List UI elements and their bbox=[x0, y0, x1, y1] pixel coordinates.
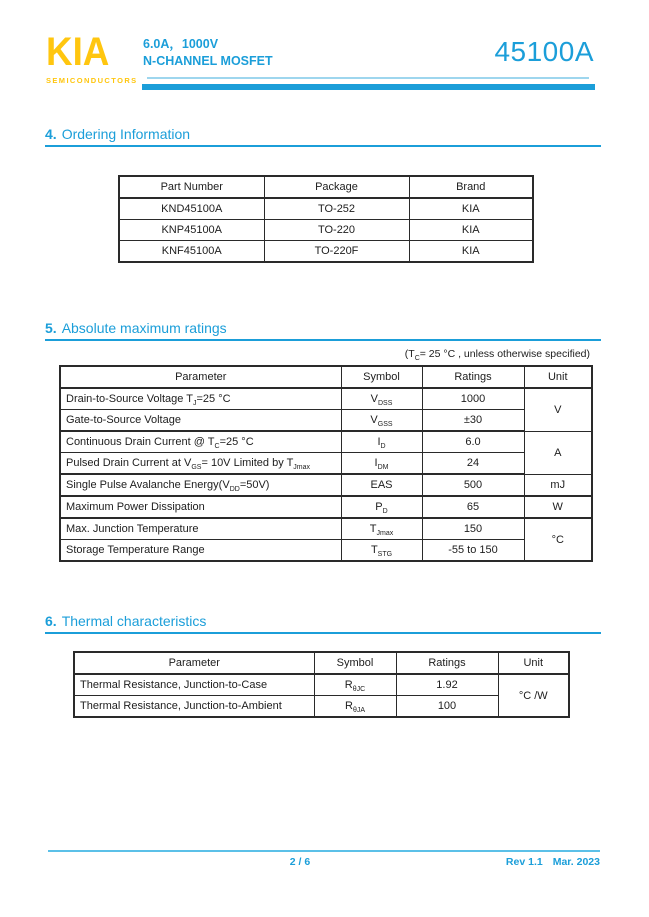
parameter-cell: Continuous Drain Current @ $T_C=25$ °C bbox=[60, 431, 341, 453]
value-cell: -55 to 150 bbox=[422, 540, 524, 562]
footer-rule bbox=[48, 850, 600, 852]
table-header-row bbox=[119, 176, 533, 198]
revision-date: Mar. 2023 bbox=[552, 856, 600, 868]
table-row bbox=[74, 674, 569, 696]
header-rule-thick bbox=[142, 84, 595, 90]
table-row bbox=[60, 540, 592, 562]
thermal-characteristics-table bbox=[73, 651, 570, 718]
value-cell: KIA bbox=[409, 241, 533, 263]
value-cell: EAS bbox=[341, 474, 422, 496]
value-cell: $V_{GSS}$ bbox=[341, 410, 422, 432]
value-cell: $T_{Jmax}$ bbox=[341, 518, 422, 540]
kia-logo: KIA bbox=[46, 30, 110, 74]
table-row bbox=[60, 453, 592, 475]
unit-cell: °C bbox=[524, 518, 592, 561]
column-header: Ratings bbox=[396, 652, 498, 674]
section-title: Absolute maximum ratings bbox=[61, 320, 227, 336]
column-header: Unit bbox=[524, 366, 592, 388]
unit-cell: W bbox=[524, 496, 592, 518]
table-header-row bbox=[74, 652, 569, 674]
table-row bbox=[60, 410, 592, 432]
table-row bbox=[74, 696, 569, 718]
parameter-cell: KNF45100A bbox=[119, 241, 264, 263]
value-cell: 24 bbox=[422, 453, 524, 475]
value-cell: $I_D$ bbox=[341, 431, 422, 453]
part-number-title: 45100A bbox=[494, 36, 594, 67]
table-row bbox=[60, 431, 592, 453]
value-cell: $I_{DM}$ bbox=[341, 453, 422, 475]
table-header-row bbox=[60, 366, 592, 388]
value-cell: $P_D$ bbox=[341, 496, 422, 518]
ordering-table bbox=[118, 175, 534, 263]
value-cell: 100 bbox=[396, 696, 498, 718]
unit-cell: mJ bbox=[524, 474, 592, 496]
value-cell: $T_{STG}$ bbox=[341, 540, 422, 562]
column-header: Ratings bbox=[422, 366, 524, 388]
page-number: 2 / 6 bbox=[289, 856, 311, 868]
revision-label: Rev 1.1 bbox=[505, 856, 543, 868]
value-cell: 150 bbox=[422, 518, 524, 540]
table-row bbox=[119, 198, 533, 220]
parameter-cell: Pulsed Drain Current at $V_{GS}= 10V$ Limited by $T_{Jmax}$ bbox=[60, 453, 341, 475]
column-header: Brand bbox=[409, 176, 533, 198]
section-title: Ordering Information bbox=[61, 126, 191, 142]
brand-logo bbox=[46, 30, 146, 85]
value-cell: $R_{\theta JA}$ bbox=[314, 696, 396, 718]
table-row bbox=[60, 496, 592, 518]
value-cell: KIA bbox=[409, 198, 533, 220]
test-condition-note: ($T_C= 25$ °C , unless otherwise specified) bbox=[404, 348, 590, 363]
parameter-cell: Thermal Resistance, Junction-to-Case bbox=[74, 674, 314, 696]
value-cell: TO-220F bbox=[264, 241, 409, 263]
unit-cell: A bbox=[524, 431, 592, 474]
revision-info bbox=[506, 856, 600, 868]
value-cell: 1.92 bbox=[396, 674, 498, 696]
header-rule-thin bbox=[147, 77, 589, 79]
value-cell: 500 bbox=[422, 474, 524, 496]
parameter-cell: KNP45100A bbox=[119, 220, 264, 241]
section-heading-thermal bbox=[45, 613, 601, 634]
device-rating-line: 6.0A，1000V bbox=[143, 37, 219, 51]
parameter-cell: Drain-to-Source Voltage $T_J=25$ °C bbox=[60, 388, 341, 410]
value-cell: ±30 bbox=[422, 410, 524, 432]
absolute-maximum-ratings-table bbox=[59, 365, 593, 562]
value-cell: 1000 bbox=[422, 388, 524, 410]
parameter-cell: Max. Junction Temperature bbox=[60, 518, 341, 540]
parameter-cell: KND45100A bbox=[119, 198, 264, 220]
unit-cell: V bbox=[524, 388, 592, 431]
table-row bbox=[119, 241, 533, 263]
parameter-cell: Gate-to-Source Voltage bbox=[60, 410, 341, 432]
device-description bbox=[143, 36, 273, 70]
section-heading-ordering bbox=[45, 126, 601, 147]
value-cell: 65 bbox=[422, 496, 524, 518]
section-number: 4. bbox=[45, 126, 57, 142]
column-header: Parameter bbox=[60, 366, 341, 388]
section-number: 5. bbox=[45, 320, 57, 336]
value-cell: TO-252 bbox=[264, 198, 409, 220]
value-cell: $R_{\theta JC}$ bbox=[314, 674, 396, 696]
section-heading-abs-max bbox=[45, 320, 601, 341]
column-header: Part Number bbox=[119, 176, 264, 198]
device-type-line: N-CHANNEL MOSFET bbox=[143, 54, 273, 68]
section-title: Thermal characteristics bbox=[61, 613, 207, 629]
table-row bbox=[119, 220, 533, 241]
parameter-cell: Storage Temperature Range bbox=[60, 540, 341, 562]
parameter-cell: Thermal Resistance, Junction-to-Ambient bbox=[74, 696, 314, 718]
column-header: Symbol bbox=[314, 652, 396, 674]
column-header: Parameter bbox=[74, 652, 314, 674]
column-header: Package bbox=[264, 176, 409, 198]
value-cell: TO-220 bbox=[264, 220, 409, 241]
unit-cell: °C /W bbox=[498, 674, 569, 717]
value-cell: $V_{DSS}$ bbox=[341, 388, 422, 410]
table-row bbox=[60, 474, 592, 496]
logo-subtext: SEMICONDUCTORS bbox=[46, 76, 138, 85]
parameter-cell: Single Pulse Avalanche $Energy(V_{DD}=50V)$ bbox=[60, 474, 341, 496]
column-header: Symbol bbox=[341, 366, 422, 388]
table-row bbox=[60, 518, 592, 540]
value-cell: 6.0 bbox=[422, 431, 524, 453]
column-header: Unit bbox=[498, 652, 569, 674]
parameter-cell: Maximum Power Dissipation bbox=[60, 496, 341, 518]
value-cell: KIA bbox=[409, 220, 533, 241]
table-row bbox=[60, 388, 592, 410]
section-number: 6. bbox=[45, 613, 57, 629]
